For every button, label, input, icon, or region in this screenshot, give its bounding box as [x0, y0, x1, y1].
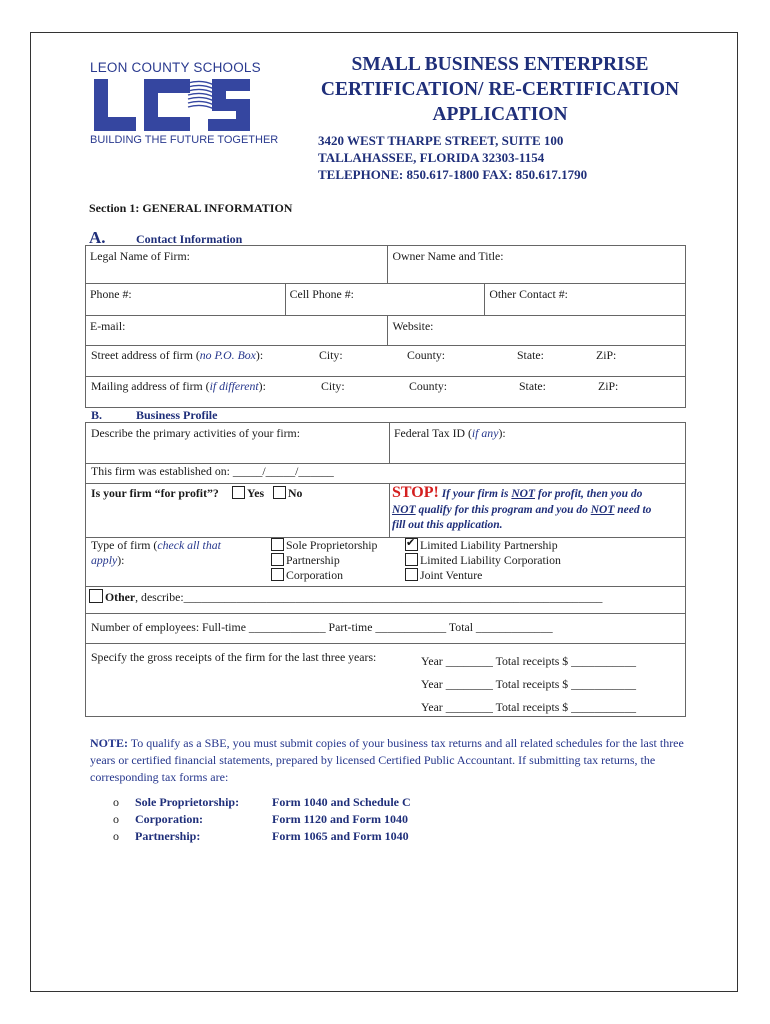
mailing-zip-label: ZiP:	[598, 379, 619, 393]
partnership-option[interactable]: Partnership	[271, 553, 377, 568]
owner-name-label: Owner Name and Title:	[392, 249, 504, 263]
address-block[interactable]	[85, 345, 686, 408]
business-profile-block	[85, 422, 686, 717]
other-contact-field[interactable]	[485, 284, 686, 316]
website-label: Website:	[392, 319, 434, 333]
corporation-checkbox[interactable]	[271, 568, 284, 581]
year-receipts-line-2[interactable]: Year ________ Total receipts $ ___________	[421, 677, 636, 691]
joint-venture-option[interactable]: Joint Venture	[405, 568, 561, 583]
joint-venture-checkbox[interactable]	[405, 568, 418, 581]
established-date-label: This firm was established on: _____/_____/______	[91, 464, 334, 478]
address-phone-fax: TELEPHONE: 850.617-1800 FAX: 850.617.1790	[318, 167, 588, 182]
note-text: To qualify as a SBE, you must submit copies of your business tax returns and all related schedules for the last three years or certified financial statements, prepared by licensed Certified Public Accountant. If submitting tax returns, the corresponding tax forms are:	[90, 736, 684, 784]
address-street: 3420 WEST THARPE STREET, SUITE 100	[318, 133, 564, 148]
llc-option[interactable]: Limited Liability Corporation	[405, 553, 561, 568]
email-label: E-mail:	[90, 319, 126, 333]
for-profit-question: Is your firm “for profit”?	[91, 486, 219, 500]
email-field[interactable]	[86, 316, 388, 346]
yes-checkbox[interactable]	[232, 486, 245, 499]
office-address	[318, 132, 587, 183]
tax-return-note	[90, 735, 690, 786]
cell-phone-label: Cell Phone #:	[289, 287, 354, 301]
mailing-county-label: County:	[409, 379, 448, 393]
street-county-label: County:	[407, 348, 446, 362]
logo-top-text: LEON COUNTY SCHOOLS	[90, 60, 261, 75]
other-describe-field[interactable]: Other, describe:_______________________________________________________________________	[89, 589, 602, 605]
federal-tax-id-label: Federal Tax ID (if any):	[394, 426, 506, 440]
title-line-1: SMALL BUSINESS ENTERPRISE	[351, 54, 649, 75]
llc-checkbox[interactable]	[405, 553, 418, 566]
no-checkbox[interactable]	[273, 486, 286, 499]
mailing-address-label: Mailing address of firm (if different):	[91, 379, 266, 393]
part-a-title: Contact Information	[136, 232, 243, 246]
mailing-state-label: State:	[519, 379, 546, 393]
lcs-letters-graphic	[92, 77, 252, 133]
title-line-2: CERTIFICATION/ RE-CERTIFICATION	[320, 79, 680, 100]
owner-name-field[interactable]	[388, 246, 686, 284]
corporation-option[interactable]: Corporation	[271, 568, 377, 583]
number-of-employees-field[interactable]: Number of employees: Full-time _____________ Part-time ____________ Total _____________	[91, 620, 553, 634]
note-label: NOTE:	[90, 736, 129, 750]
part-b-heading	[91, 408, 218, 423]
firm-type-options-right	[405, 538, 561, 583]
phone-field[interactable]	[86, 284, 286, 316]
year-receipts-line-1[interactable]: Year ________ Total receipts $ ___________	[421, 654, 636, 668]
form-title	[310, 52, 690, 127]
part-a-letter: A.	[89, 228, 106, 247]
street-state-label: State:	[517, 348, 544, 362]
stop-label: STOP!	[392, 484, 439, 501]
partnership-checkbox[interactable]	[271, 553, 284, 566]
phone-table	[85, 283, 686, 316]
llp-checkbox[interactable]	[405, 538, 418, 551]
street-address-label: Street address of firm (no P.O. Box):	[91, 348, 264, 362]
sole-proprietorship-option[interactable]: Sole Proprietorship	[271, 538, 377, 553]
describe-activities-label: Describe the primary activities of your firm:	[91, 426, 300, 440]
other-contact-label: Other Contact #:	[489, 287, 568, 301]
street-city-label: City:	[319, 348, 343, 362]
contact-info-table	[85, 245, 686, 284]
firm-type-options-left	[271, 538, 377, 583]
llp-option[interactable]: ✔Limited Liability Partnership	[405, 538, 561, 553]
section-1-heading: Section 1: GENERAL INFORMATION	[89, 201, 293, 215]
for-profit-no-option[interactable]: No	[273, 486, 302, 501]
part-b-title: Business Profile	[136, 408, 218, 422]
street-zip-label: ZiP:	[596, 348, 617, 362]
gross-receipts-years	[421, 650, 636, 719]
year-receipts-line-3[interactable]: Year ________ Total receipts $ ___________	[421, 700, 636, 714]
title-line-3: APPLICATION	[432, 104, 568, 125]
part-b-letter: B.	[91, 408, 103, 422]
mailing-city-label: City:	[321, 379, 345, 393]
logo-tagline: BUILDING THE FUTURE TOGETHER	[90, 134, 279, 146]
address-city: TALLAHASSEE, FLORIDA 32303-1154	[318, 150, 545, 165]
website-field[interactable]	[388, 316, 686, 346]
cell-phone-field[interactable]	[285, 284, 485, 316]
leon-county-schools-logo	[90, 60, 279, 152]
email-table	[85, 315, 686, 346]
phone-label: Phone #:	[90, 287, 132, 301]
for-profit-yes-option[interactable]: Yes	[232, 486, 264, 501]
other-checkbox[interactable]	[89, 589, 103, 603]
legal-name-field[interactable]	[86, 246, 388, 284]
stop-warning: STOP! If your firm is NOT for profit, then you do NOT qualify for this program and you do NOT need to fill out this application.	[392, 484, 652, 531]
sole-proprietorship-checkbox[interactable]	[271, 538, 284, 551]
legal-name-label: Legal Name of Firm:	[90, 249, 190, 263]
gross-receipts-label: Specify the gross receipts of the firm for the last three years:	[91, 650, 377, 664]
type-of-firm-label: Type of firm (check all that apply):	[91, 538, 221, 567]
